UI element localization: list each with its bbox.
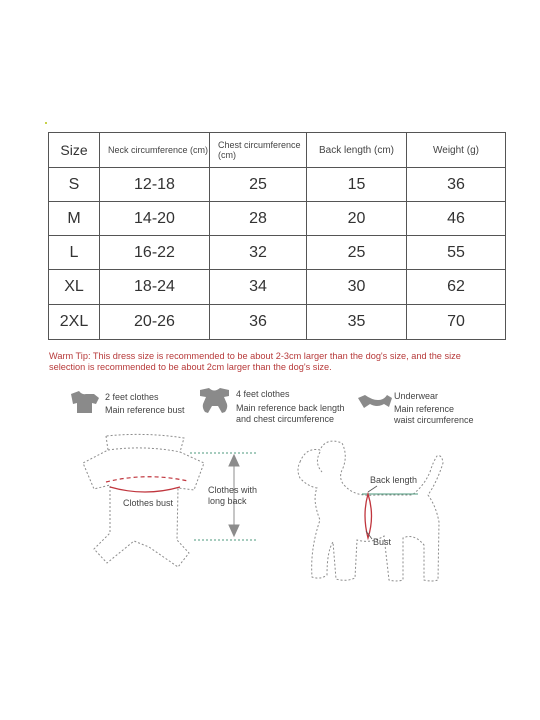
cell-neck: 16-22: [100, 236, 210, 270]
cell-weight: 62: [407, 270, 506, 305]
header-chest: Chest circumference (cm): [210, 133, 307, 168]
cell-chest: 32: [210, 236, 307, 270]
two-feet-clothes-icon: [71, 391, 99, 413]
cell-size: 2XL: [49, 305, 100, 340]
header-back: Back length (cm): [307, 133, 407, 168]
cell-size: L: [49, 236, 100, 270]
cell-back: 35: [307, 305, 407, 340]
cell-back: 30: [307, 270, 407, 305]
cell-back: 25: [307, 236, 407, 270]
cell-weight: 36: [407, 168, 506, 202]
cell-size: XL: [49, 270, 100, 305]
cell-weight: 55: [407, 236, 506, 270]
cell-back: 15: [307, 168, 407, 202]
cell-chest: 28: [210, 202, 307, 236]
cell-chest: 34: [210, 270, 307, 305]
type-desc-two-feet: Main reference bust: [105, 405, 185, 415]
clothes-bust-marker: [106, 477, 188, 492]
type-title-two-feet: 2 feet clothes: [105, 392, 159, 402]
cell-back: 20: [307, 202, 407, 236]
cell-chest: 25: [210, 168, 307, 202]
type-desc-underwear: Main reference waist circumference: [394, 404, 474, 425]
warm-tip: Warm Tip: This dress size is recommended to be about 2-3cm larger than the dog's size, and the size selection is recommended to be about 2cm larger than the dog's size.: [49, 351, 461, 372]
four-feet-clothes-icon: [200, 388, 229, 413]
type-title-underwear: Underwear: [394, 391, 439, 401]
cell-weight: 70: [407, 305, 506, 340]
cell-weight: 46: [407, 202, 506, 236]
dog-outline: [298, 441, 443, 581]
header-size: Size: [49, 133, 100, 168]
cell-neck: 20-26: [100, 305, 210, 340]
bust-label: Bust: [373, 537, 392, 547]
cell-neck: 12-18: [100, 168, 210, 202]
clothes-long-back-label: Clothes with long back: [208, 485, 258, 506]
type-desc-four-feet: Main reference back length and chest circumference: [236, 403, 345, 424]
cell-size: S: [49, 168, 100, 202]
header-weight: Weight (g): [407, 133, 506, 168]
underwear-icon: [358, 395, 392, 408]
type-title-four-feet: 4 feet clothes: [236, 389, 290, 399]
cell-size: M: [49, 202, 100, 236]
clothes-bust-label: Clothes bust: [123, 498, 174, 508]
cell-neck: 14-20: [100, 202, 210, 236]
cell-chest: 36: [210, 305, 307, 340]
header-neck: Neck circumference (cm): [100, 133, 210, 168]
cell-neck: 18-24: [100, 270, 210, 305]
back-length-label: Back length: [370, 475, 418, 485]
